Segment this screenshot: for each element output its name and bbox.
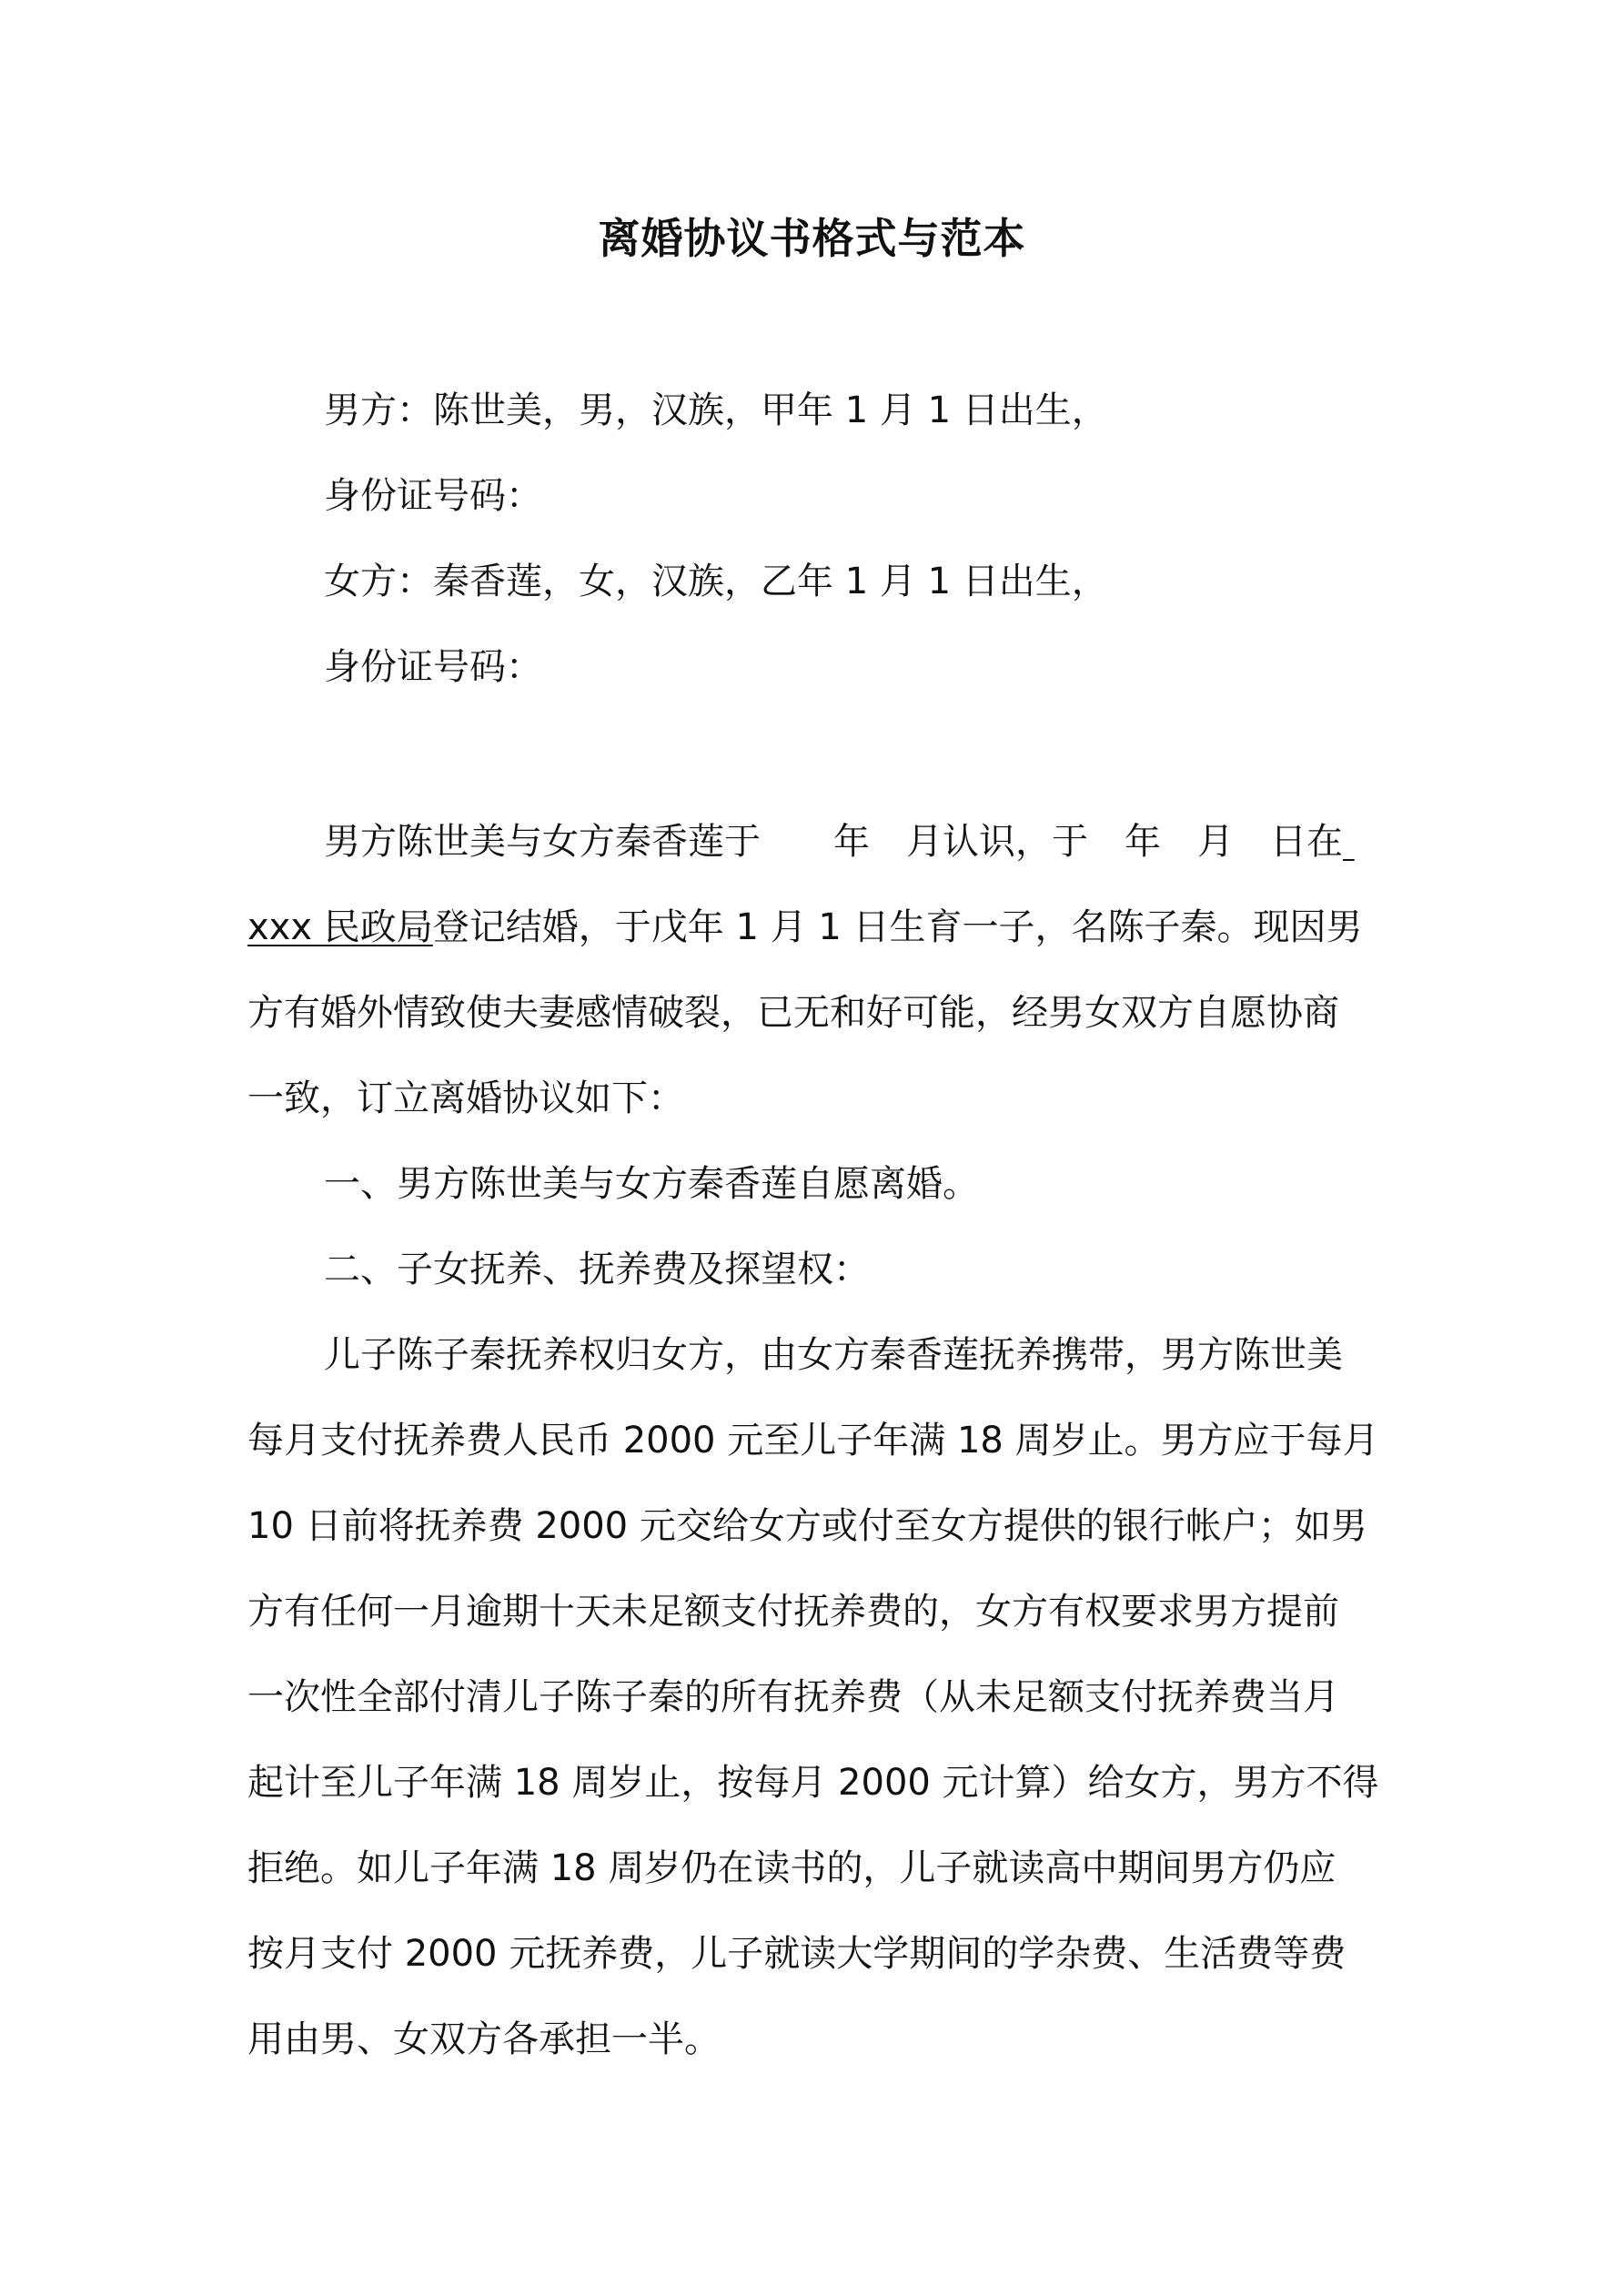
clause-2-line: 用由男、女双方各承担一半。 xyxy=(247,2018,721,2060)
intro-line-1-text: 男方陈世美与女方秦香莲于 年 月认识，于 年 月 日在 xyxy=(324,821,1343,863)
intro-line-2-text: 登记结婚，于戊年 1 月 1 日生育一子，名陈子秦。现因男 xyxy=(432,906,1363,948)
clause-2-line: 拒绝。如儿子年满 18 周岁仍在读书的，儿子就读高中期间男方仍应 xyxy=(247,1847,1337,1889)
clause-2-line: 每月支付抚养费人民币 2000 元至儿子年满 18 周岁止。男方应于每月 xyxy=(247,1420,1379,1462)
party-male-id: 身份证号码： xyxy=(324,475,542,517)
clause-1: 一、男方陈世美与女方秦香莲自愿离婚。 xyxy=(324,1163,979,1205)
clause-2-line: 方有任何一月逾期十天未足额支付抚养费的，女方有权要求男方提前 xyxy=(247,1591,1339,1633)
party-female-info: 女方：秦香莲，女，汉族，乙年 1 月 1 日出生， xyxy=(324,561,1108,602)
clause-2-line: 10 日前将抚养费 2000 元交给女方或付至女方提供的银行帐户；如男 xyxy=(247,1505,1367,1547)
clause-2-line: 起计至儿子年满 18 周岁止，按每月 2000 元计算）给女方，男方不得 xyxy=(247,1762,1379,1804)
intro-line-1-blank xyxy=(1343,821,1355,863)
intro-line-2 xyxy=(247,902,1363,953)
clause-2-heading: 二、子女抚养、抚养费及探望权： xyxy=(324,1249,870,1290)
party-female-id: 身份证号码： xyxy=(324,646,542,688)
clause-2-line: 按月支付 2000 元抚养费，儿子就读大学期间的学杂费、生活费等费 xyxy=(247,1933,1347,1975)
intro-line-3: 方有婚外情致使夫妻感情破裂，已无和好可能，经男女双方自愿协商 xyxy=(247,992,1339,1034)
intro-line-1 xyxy=(324,816,1355,867)
clause-2-line: 一次性全部付清儿子陈子秦的所有抚养费（从未足额支付抚养费当月 xyxy=(247,1676,1339,1718)
registry-office-name: xxx 民政局 xyxy=(247,906,433,948)
document-title: 离婚协议书格式与范本 xyxy=(598,214,1026,263)
intro-line-4: 一致，订立离婚协议如下： xyxy=(247,1077,684,1119)
clause-2-line: 儿子陈子秦抚养权归女方，由女方秦香莲抚养携带，男方陈世美 xyxy=(324,1334,1343,1376)
party-male-info: 男方：陈世美，男，汉族，甲年 1 月 1 日出生， xyxy=(324,389,1108,431)
